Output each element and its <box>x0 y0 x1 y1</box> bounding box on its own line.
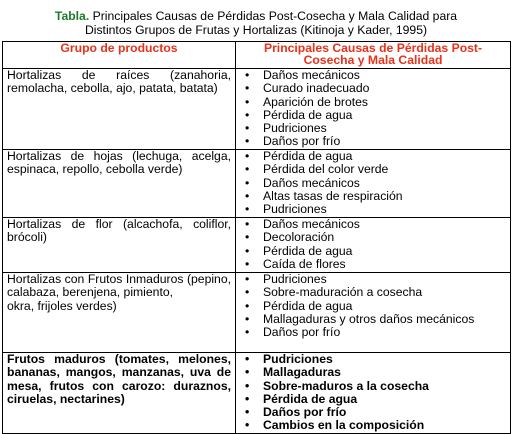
causes-cell <box>236 353 511 434</box>
table-caption <box>0 0 512 37</box>
product-group-cell: Frutos maduros (tomates, melones, bananas, mangos, manzanas, uva de mesa, frutos con carozo: duraznos, ciruelas, nectarines) <box>3 353 236 434</box>
cause-item: • Pérdida de agua <box>236 150 510 163</box>
cause-item: • Daños mecánicos <box>236 69 510 82</box>
cause-item: • Daños por frío <box>236 135 510 148</box>
cause-item: • Daños mecánicos <box>236 177 510 190</box>
caption-line-1 <box>0 9 512 23</box>
caption-title-part-1: Principales Causas de Pérdidas Post-Cosecha y Mala Calidad para <box>89 9 458 23</box>
causes-list <box>236 150 510 216</box>
table-row <box>3 218 511 273</box>
table-row <box>3 150 511 218</box>
product-group-line: okra, frijoles verdes) <box>7 298 117 313</box>
causes-list <box>236 273 510 339</box>
cause-item: • Pudriciones <box>236 203 510 216</box>
header-product-group: Grupo de productos <box>3 42 236 69</box>
causes-cell <box>236 218 511 273</box>
cause-item: • Pérdida de agua <box>236 245 510 258</box>
cause-item: • Decoloración <box>236 231 510 244</box>
product-group-cell <box>3 273 236 353</box>
cause-item: • Pudriciones <box>236 122 510 135</box>
cause-item: • Mallagaduras <box>236 366 510 379</box>
table-row <box>3 273 511 353</box>
caption-label: Tabla. <box>54 9 90 23</box>
causes-cell <box>236 69 511 150</box>
cause-item: • Caída de flores <box>236 258 510 271</box>
cause-item: • Sobre-maduración a cosecha <box>236 286 510 299</box>
product-group-line: Hortalizas con Frutos Inmaduros (pepino, calabaza, berenjena, pimiento, <box>7 272 231 300</box>
cause-item: • Pérdida del color verde <box>236 163 510 176</box>
cause-item: • Pérdida de agua <box>236 300 510 313</box>
causes-list <box>236 218 510 271</box>
header-main-causes: Principales Causas de Pérdidas Post-Cosecha y Mala Calidad <box>236 42 511 69</box>
cause-item: • Pudriciones <box>236 353 510 366</box>
cause-item: • Pudriciones <box>236 273 510 286</box>
cause-item: • Cambios en la composición <box>236 419 510 432</box>
causes-cell <box>236 273 511 353</box>
product-group-cell: Hortalizas de flor (alcachofa, coliflor, brócoli) <box>3 218 236 273</box>
cause-item: • Altas tasas de respiración <box>236 190 510 203</box>
cause-item: • Pérdida de agua <box>236 109 510 122</box>
causes-cell <box>236 150 511 218</box>
causes-list <box>236 69 510 149</box>
product-group-cell: Hortalizas de hojas (lechuga, acelga, espinaca, repollo, cebolla verde) <box>3 150 236 218</box>
postharvest-losses-table <box>2 41 511 434</box>
product-group-cell: Hortalizas de raíces (zanahoria, remolacha, cebolla, ajo, patata, batata) <box>3 69 236 150</box>
cause-item: • Daños por frío <box>236 326 510 339</box>
table-row <box>3 353 511 434</box>
table-header-row <box>3 42 511 69</box>
cause-item: • Aparición de brotes <box>236 96 510 109</box>
causes-list <box>236 353 510 433</box>
cause-item: • Mallagaduras y otros daños mecánicos <box>236 313 510 326</box>
cause-item: • Curado inadecuado <box>236 82 510 95</box>
table-row <box>3 69 511 150</box>
cause-item: • Sobre-maduros a la cosecha <box>236 380 510 393</box>
cause-item: • Pérdida de agua <box>236 393 510 406</box>
caption-line-2: Distintos Grupos de Frutas y Hortalizas (Kitinoja y Kader, 1995) <box>84 23 428 37</box>
cause-item: • Daños por frío <box>236 406 510 419</box>
cause-item: • Daños mecánicos <box>236 218 510 231</box>
